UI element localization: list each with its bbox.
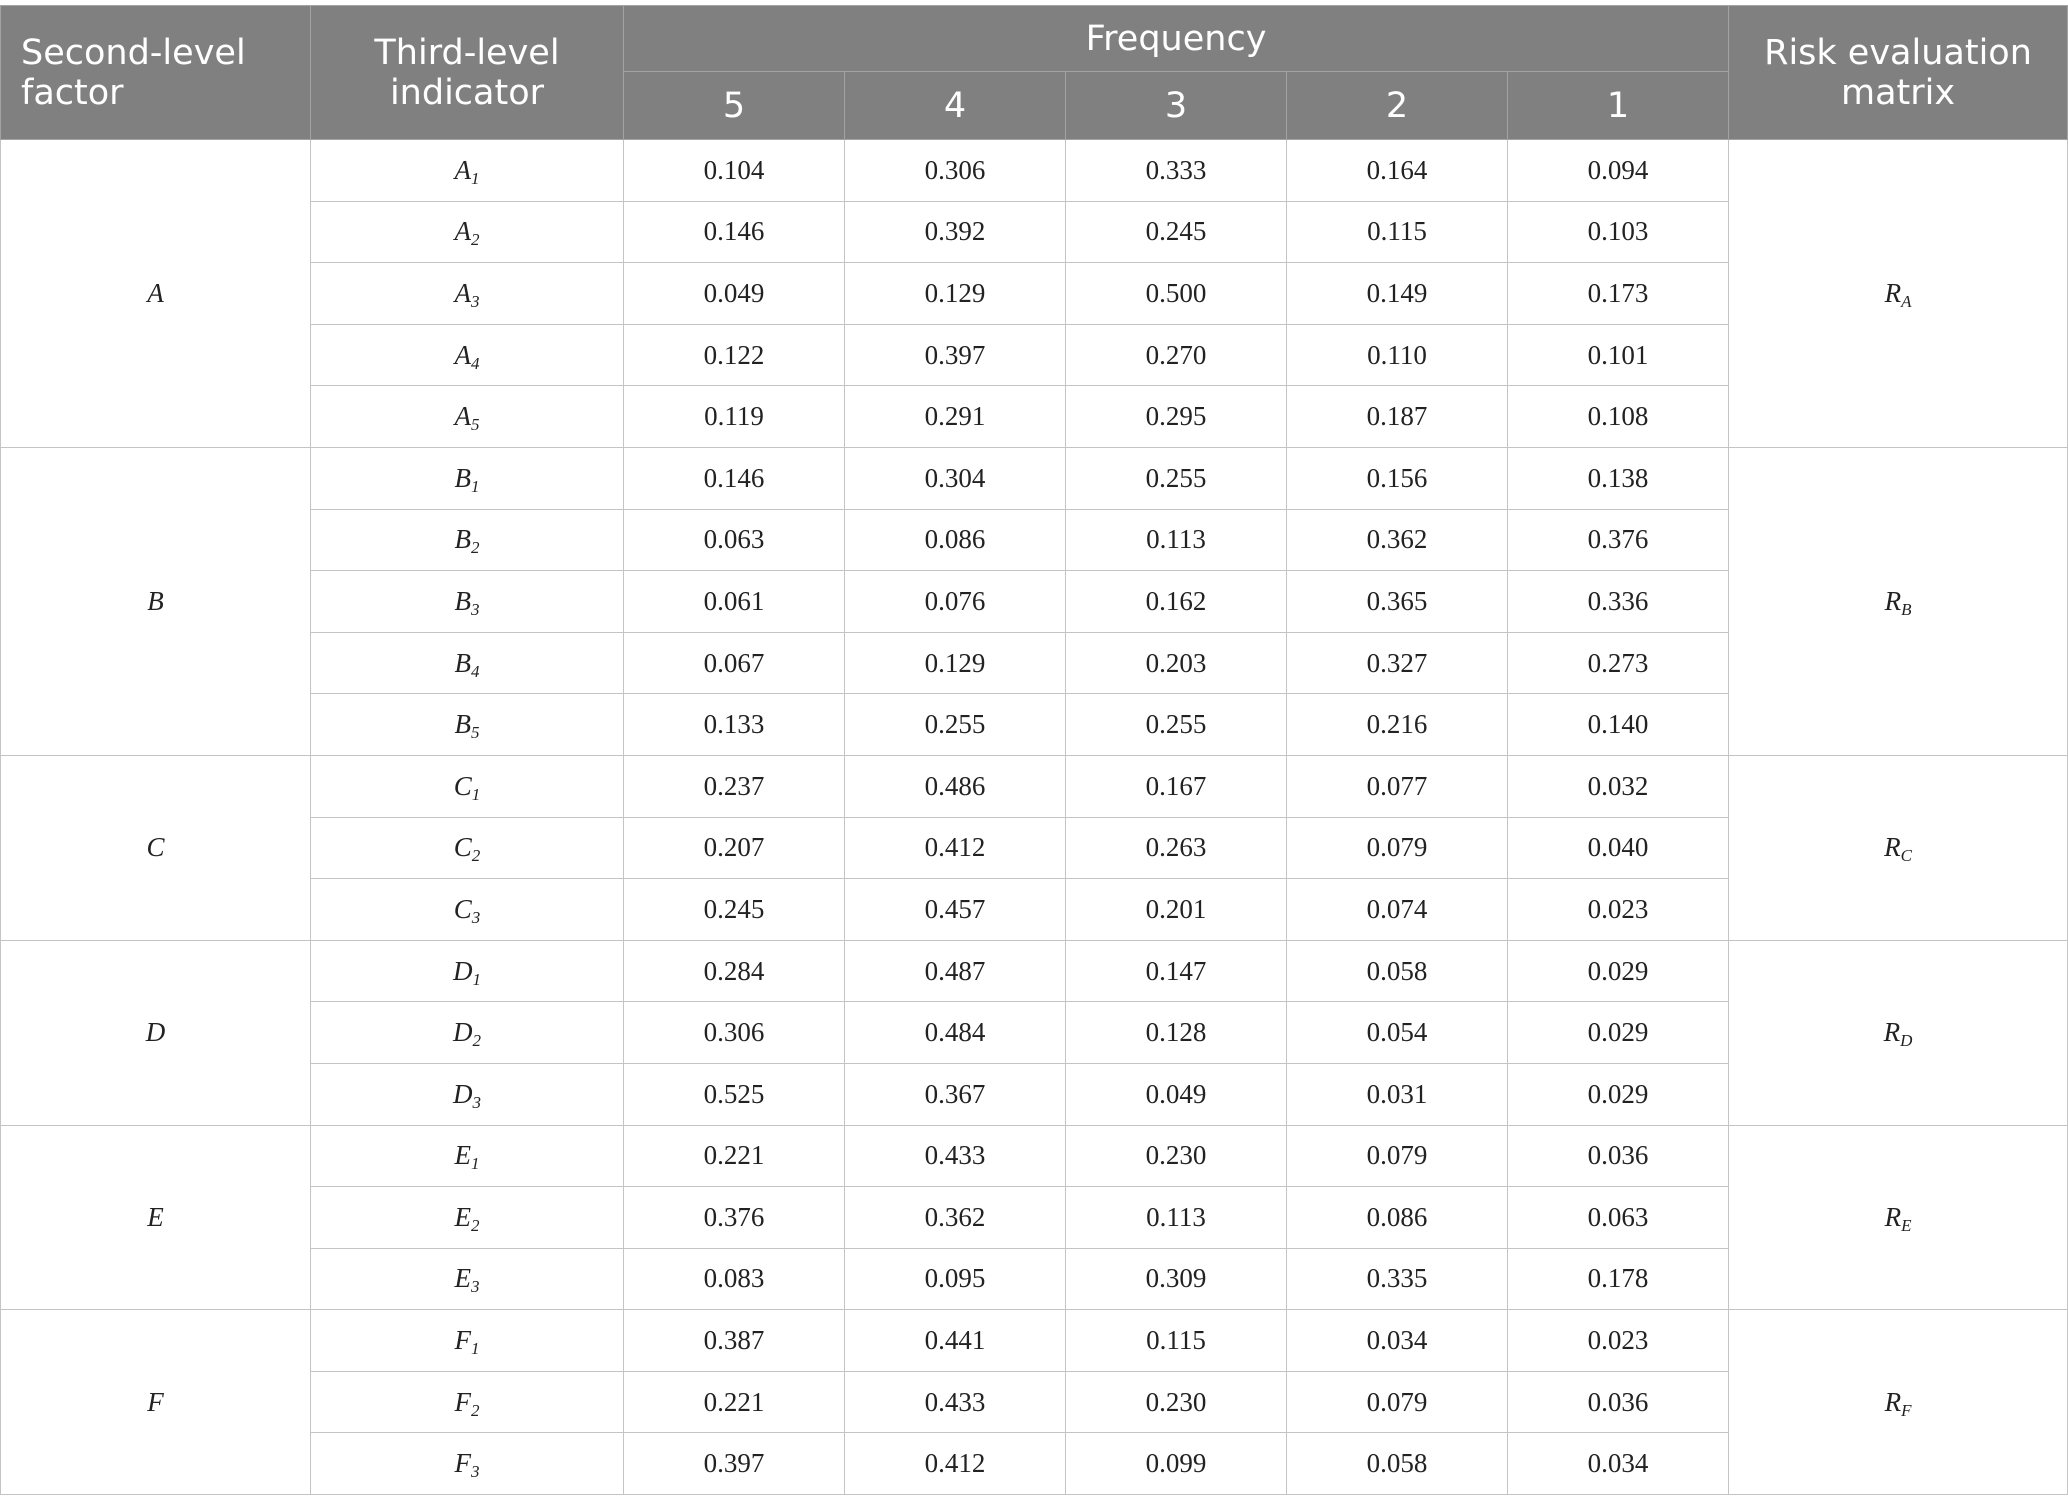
header-second-level-factor: Second-level factor xyxy=(1,6,311,140)
frequency-value-cell: 0.484 xyxy=(845,1002,1066,1064)
frequency-value-cell: 0.036 xyxy=(1508,1371,1729,1433)
indicator-letter: B xyxy=(454,709,471,740)
frequency-value-cell: 0.156 xyxy=(1287,447,1508,509)
frequency-value-cell: 0.362 xyxy=(1287,509,1508,571)
indicator-subscript: 3 xyxy=(471,1462,480,1482)
frequency-value-cell: 0.397 xyxy=(845,324,1066,386)
frequency-value-cell: 0.079 xyxy=(1287,817,1508,879)
indicator-letter: D xyxy=(453,1078,473,1109)
frequency-value-cell: 0.387 xyxy=(624,1310,845,1372)
indicator-subscript: 3 xyxy=(471,1277,480,1297)
frequency-value-cell: 0.058 xyxy=(1287,940,1508,1002)
indicator-cell xyxy=(311,1063,624,1125)
indicator-letter: C xyxy=(453,893,472,924)
table-row xyxy=(1,940,2068,1002)
factor-cell: F xyxy=(1,1310,311,1495)
table-row xyxy=(1,447,2068,509)
frequency-value-cell: 0.119 xyxy=(624,386,845,448)
frequency-value-cell: 0.295 xyxy=(1066,386,1287,448)
factor-cell: A xyxy=(1,140,311,448)
indicator-subscript: 2 xyxy=(471,1215,480,1235)
frequency-value-cell: 0.129 xyxy=(845,263,1066,325)
table-header xyxy=(1,6,2068,140)
frequency-value-cell: 0.034 xyxy=(1508,1433,1729,1495)
frequency-value-cell: 0.049 xyxy=(1066,1063,1287,1125)
frequency-value-cell: 0.101 xyxy=(1508,324,1729,386)
frequency-value-cell: 0.115 xyxy=(1287,201,1508,263)
indicator-letter: D xyxy=(453,955,473,986)
factor-cell: E xyxy=(1,1125,311,1310)
indicator-letter: A xyxy=(454,401,471,432)
frequency-value-cell: 0.433 xyxy=(845,1125,1066,1187)
frequency-value-cell: 0.034 xyxy=(1287,1310,1508,1372)
frequency-value-cell: 0.122 xyxy=(624,324,845,386)
frequency-value-cell: 0.327 xyxy=(1287,632,1508,694)
factor-cell: B xyxy=(1,447,311,755)
indicator-letter: B xyxy=(454,462,471,493)
matrix-subscript: D xyxy=(1900,1031,1913,1051)
frequency-value-cell: 0.108 xyxy=(1508,386,1729,448)
frequency-value-cell: 0.115 xyxy=(1066,1310,1287,1372)
indicator-subscript: 1 xyxy=(471,784,481,804)
frequency-value-cell: 0.255 xyxy=(1066,447,1287,509)
indicator-cell xyxy=(311,201,624,263)
frequency-value-cell: 0.049 xyxy=(624,263,845,325)
frequency-value-cell: 0.291 xyxy=(845,386,1066,448)
frequency-value-cell: 0.164 xyxy=(1287,140,1508,202)
matrix-letter: R xyxy=(1884,1201,1902,1232)
header-level-4: 4 xyxy=(845,72,1066,140)
indicator-letter: E xyxy=(454,1263,471,1294)
header-row-top xyxy=(1,6,2068,72)
frequency-value-cell: 0.263 xyxy=(1066,817,1287,879)
indicator-cell xyxy=(311,1310,624,1372)
table-row xyxy=(1,755,2068,817)
frequency-value-cell: 0.412 xyxy=(845,817,1066,879)
indicator-letter: B xyxy=(454,647,471,678)
indicator-letter: D xyxy=(453,1017,473,1048)
indicator-subscript: 5 xyxy=(471,415,480,435)
frequency-value-cell: 0.029 xyxy=(1508,1002,1729,1064)
indicator-cell xyxy=(311,694,624,756)
indicator-letter: C xyxy=(453,770,472,801)
indicator-cell xyxy=(311,509,624,571)
frequency-value-cell: 0.079 xyxy=(1287,1371,1508,1433)
matrix-cell xyxy=(1729,755,2068,940)
factor-cell: D xyxy=(1,940,311,1125)
matrix-cell xyxy=(1729,447,2068,755)
frequency-value-cell: 0.245 xyxy=(1066,201,1287,263)
frequency-value-cell: 0.063 xyxy=(624,509,845,571)
matrix-letter: R xyxy=(1884,277,1902,308)
header-level-5: 5 xyxy=(624,72,845,140)
frequency-value-cell: 0.167 xyxy=(1066,755,1287,817)
table-row xyxy=(1,1310,2068,1372)
indicator-cell xyxy=(311,140,624,202)
frequency-value-cell: 0.147 xyxy=(1066,940,1287,1002)
frequency-value-cell: 0.270 xyxy=(1066,324,1287,386)
indicator-letter: F xyxy=(454,1448,471,1479)
frequency-value-cell: 0.187 xyxy=(1287,386,1508,448)
frequency-value-cell: 0.128 xyxy=(1066,1002,1287,1064)
frequency-value-cell: 0.095 xyxy=(845,1248,1066,1310)
frequency-value-cell: 0.412 xyxy=(845,1433,1066,1495)
table-row xyxy=(1,140,2068,202)
frequency-value-cell: 0.203 xyxy=(1066,632,1287,694)
header-frequency: Frequency xyxy=(624,6,1729,72)
frequency-value-cell: 0.067 xyxy=(624,632,845,694)
indicator-subscript: 2 xyxy=(471,538,480,558)
frequency-value-cell: 0.255 xyxy=(1066,694,1287,756)
indicator-letter: F xyxy=(454,1325,471,1356)
indicator-subscript: 2 xyxy=(471,846,481,866)
indicator-cell xyxy=(311,940,624,1002)
frequency-value-cell: 0.273 xyxy=(1508,632,1729,694)
indicator-letter: F xyxy=(454,1386,471,1417)
indicator-subscript: 4 xyxy=(471,661,480,681)
frequency-value-cell: 0.140 xyxy=(1508,694,1729,756)
frequency-value-cell: 0.304 xyxy=(845,447,1066,509)
indicator-letter: A xyxy=(454,339,471,370)
indicator-cell xyxy=(311,386,624,448)
indicator-subscript: 1 xyxy=(471,476,480,496)
matrix-letter: R xyxy=(1884,585,1902,616)
frequency-table xyxy=(0,5,2068,1495)
frequency-value-cell: 0.063 xyxy=(1508,1187,1729,1249)
frequency-value-cell: 0.500 xyxy=(1066,263,1287,325)
frequency-value-cell: 0.113 xyxy=(1066,1187,1287,1249)
indicator-subscript: 1 xyxy=(471,168,480,188)
frequency-value-cell: 0.054 xyxy=(1287,1002,1508,1064)
indicator-cell xyxy=(311,755,624,817)
indicator-subscript: 3 xyxy=(471,599,480,619)
frequency-value-cell: 0.306 xyxy=(624,1002,845,1064)
frequency-value-cell: 0.245 xyxy=(624,879,845,941)
table-row xyxy=(1,1125,2068,1187)
indicator-cell xyxy=(311,632,624,694)
indicator-subscript: 3 xyxy=(471,291,480,311)
frequency-value-cell: 0.525 xyxy=(624,1063,845,1125)
indicator-cell xyxy=(311,1433,624,1495)
frequency-value-cell: 0.336 xyxy=(1508,571,1729,633)
indicator-letter: E xyxy=(454,1140,471,1171)
frequency-value-cell: 0.031 xyxy=(1287,1063,1508,1125)
indicator-cell xyxy=(311,879,624,941)
matrix-cell xyxy=(1729,140,2068,448)
frequency-value-cell: 0.129 xyxy=(845,632,1066,694)
matrix-subscript: B xyxy=(1901,599,1912,619)
indicator-cell xyxy=(311,263,624,325)
indicator-letter: A xyxy=(454,154,471,185)
frequency-value-cell: 0.309 xyxy=(1066,1248,1287,1310)
frequency-value-cell: 0.173 xyxy=(1508,263,1729,325)
frequency-value-cell: 0.036 xyxy=(1508,1125,1729,1187)
frequency-value-cell: 0.040 xyxy=(1508,817,1729,879)
frequency-value-cell: 0.110 xyxy=(1287,324,1508,386)
frequency-value-cell: 0.457 xyxy=(845,879,1066,941)
indicator-cell xyxy=(311,571,624,633)
frequency-value-cell: 0.083 xyxy=(624,1248,845,1310)
factor-cell: C xyxy=(1,755,311,940)
matrix-subscript: F xyxy=(1901,1400,1912,1420)
header-third-level-indicator: Third-level indicator xyxy=(311,6,624,140)
frequency-value-cell: 0.032 xyxy=(1508,755,1729,817)
frequency-value-cell: 0.216 xyxy=(1287,694,1508,756)
frequency-value-cell: 0.376 xyxy=(1508,509,1729,571)
indicator-subscript: 1 xyxy=(471,1339,480,1359)
indicator-cell xyxy=(311,1248,624,1310)
frequency-value-cell: 0.104 xyxy=(624,140,845,202)
indicator-subscript: 3 xyxy=(472,1092,481,1112)
frequency-value-cell: 0.103 xyxy=(1508,201,1729,263)
frequency-value-cell: 0.201 xyxy=(1066,879,1287,941)
frequency-value-cell: 0.138 xyxy=(1508,447,1729,509)
indicator-subscript: 1 xyxy=(472,969,481,989)
indicator-cell xyxy=(311,1125,624,1187)
indicator-subscript: 4 xyxy=(471,353,480,373)
frequency-value-cell: 0.392 xyxy=(845,201,1066,263)
frequency-value-cell: 0.376 xyxy=(624,1187,845,1249)
frequency-value-cell: 0.099 xyxy=(1066,1433,1287,1495)
indicator-subscript: 2 xyxy=(471,1400,480,1420)
frequency-value-cell: 0.255 xyxy=(845,694,1066,756)
matrix-letter: R xyxy=(1884,832,1901,863)
frequency-value-cell: 0.230 xyxy=(1066,1125,1287,1187)
frequency-value-cell: 0.146 xyxy=(624,201,845,263)
matrix-subscript: E xyxy=(1901,1215,1912,1235)
frequency-value-cell: 0.029 xyxy=(1508,940,1729,1002)
frequency-value-cell: 0.306 xyxy=(845,140,1066,202)
frequency-value-cell: 0.077 xyxy=(1287,755,1508,817)
frequency-value-cell: 0.284 xyxy=(624,940,845,1002)
frequency-value-cell: 0.367 xyxy=(845,1063,1066,1125)
indicator-letter: B xyxy=(454,585,471,616)
matrix-letter: R xyxy=(1884,1386,1902,1417)
frequency-value-cell: 0.433 xyxy=(845,1371,1066,1433)
table-body xyxy=(1,140,2068,1495)
matrix-cell xyxy=(1729,940,2068,1125)
frequency-value-cell: 0.207 xyxy=(624,817,845,879)
indicator-cell xyxy=(311,1371,624,1433)
frequency-value-cell: 0.221 xyxy=(624,1125,845,1187)
indicator-subscript: 1 xyxy=(471,1154,480,1174)
frequency-value-cell: 0.362 xyxy=(845,1187,1066,1249)
indicator-cell xyxy=(311,1187,624,1249)
frequency-value-cell: 0.335 xyxy=(1287,1248,1508,1310)
indicator-cell xyxy=(311,324,624,386)
frequency-value-cell: 0.076 xyxy=(845,571,1066,633)
indicator-subscript: 2 xyxy=(472,1031,481,1051)
header-risk-evaluation-matrix: Risk evaluation matrix xyxy=(1729,6,2068,140)
frequency-value-cell: 0.086 xyxy=(1287,1187,1508,1249)
header-level-2: 2 xyxy=(1287,72,1508,140)
frequency-value-cell: 0.146 xyxy=(624,447,845,509)
indicator-letter: B xyxy=(454,524,471,555)
frequency-value-cell: 0.023 xyxy=(1508,1310,1729,1372)
frequency-value-cell: 0.230 xyxy=(1066,1371,1287,1433)
frequency-value-cell: 0.149 xyxy=(1287,263,1508,325)
frequency-value-cell: 0.133 xyxy=(624,694,845,756)
header-level-1: 1 xyxy=(1508,72,1729,140)
frequency-value-cell: 0.029 xyxy=(1508,1063,1729,1125)
frequency-value-cell: 0.086 xyxy=(845,509,1066,571)
frequency-value-cell: 0.162 xyxy=(1066,571,1287,633)
indicator-cell xyxy=(311,447,624,509)
frequency-value-cell: 0.058 xyxy=(1287,1433,1508,1495)
frequency-value-cell: 0.487 xyxy=(845,940,1066,1002)
frequency-value-cell: 0.061 xyxy=(624,571,845,633)
indicator-subscript: 2 xyxy=(471,230,480,250)
frequency-value-cell: 0.441 xyxy=(845,1310,1066,1372)
frequency-value-cell: 0.023 xyxy=(1508,879,1729,941)
indicator-cell xyxy=(311,817,624,879)
frequency-value-cell: 0.397 xyxy=(624,1433,845,1495)
frequency-value-cell: 0.333 xyxy=(1066,140,1287,202)
indicator-letter: A xyxy=(454,277,471,308)
indicator-letter: E xyxy=(454,1201,471,1232)
indicator-subscript: 5 xyxy=(471,723,480,743)
matrix-subscript: C xyxy=(1900,846,1912,866)
matrix-cell xyxy=(1729,1125,2068,1310)
frequency-value-cell: 0.486 xyxy=(845,755,1066,817)
matrix-cell xyxy=(1729,1310,2068,1495)
frequency-value-cell: 0.074 xyxy=(1287,879,1508,941)
frequency-value-cell: 0.079 xyxy=(1287,1125,1508,1187)
indicator-subscript: 3 xyxy=(471,907,481,927)
matrix-subscript: A xyxy=(1901,291,1912,311)
frequency-value-cell: 0.365 xyxy=(1287,571,1508,633)
frequency-value-cell: 0.221 xyxy=(624,1371,845,1433)
matrix-letter: R xyxy=(1883,1017,1901,1048)
indicator-letter: A xyxy=(454,216,471,247)
indicator-letter: C xyxy=(453,832,472,863)
indicator-cell xyxy=(311,1002,624,1064)
frequency-value-cell: 0.237 xyxy=(624,755,845,817)
frequency-value-cell: 0.178 xyxy=(1508,1248,1729,1310)
frequency-value-cell: 0.113 xyxy=(1066,509,1287,571)
header-level-3: 3 xyxy=(1066,72,1287,140)
frequency-value-cell: 0.094 xyxy=(1508,140,1729,202)
